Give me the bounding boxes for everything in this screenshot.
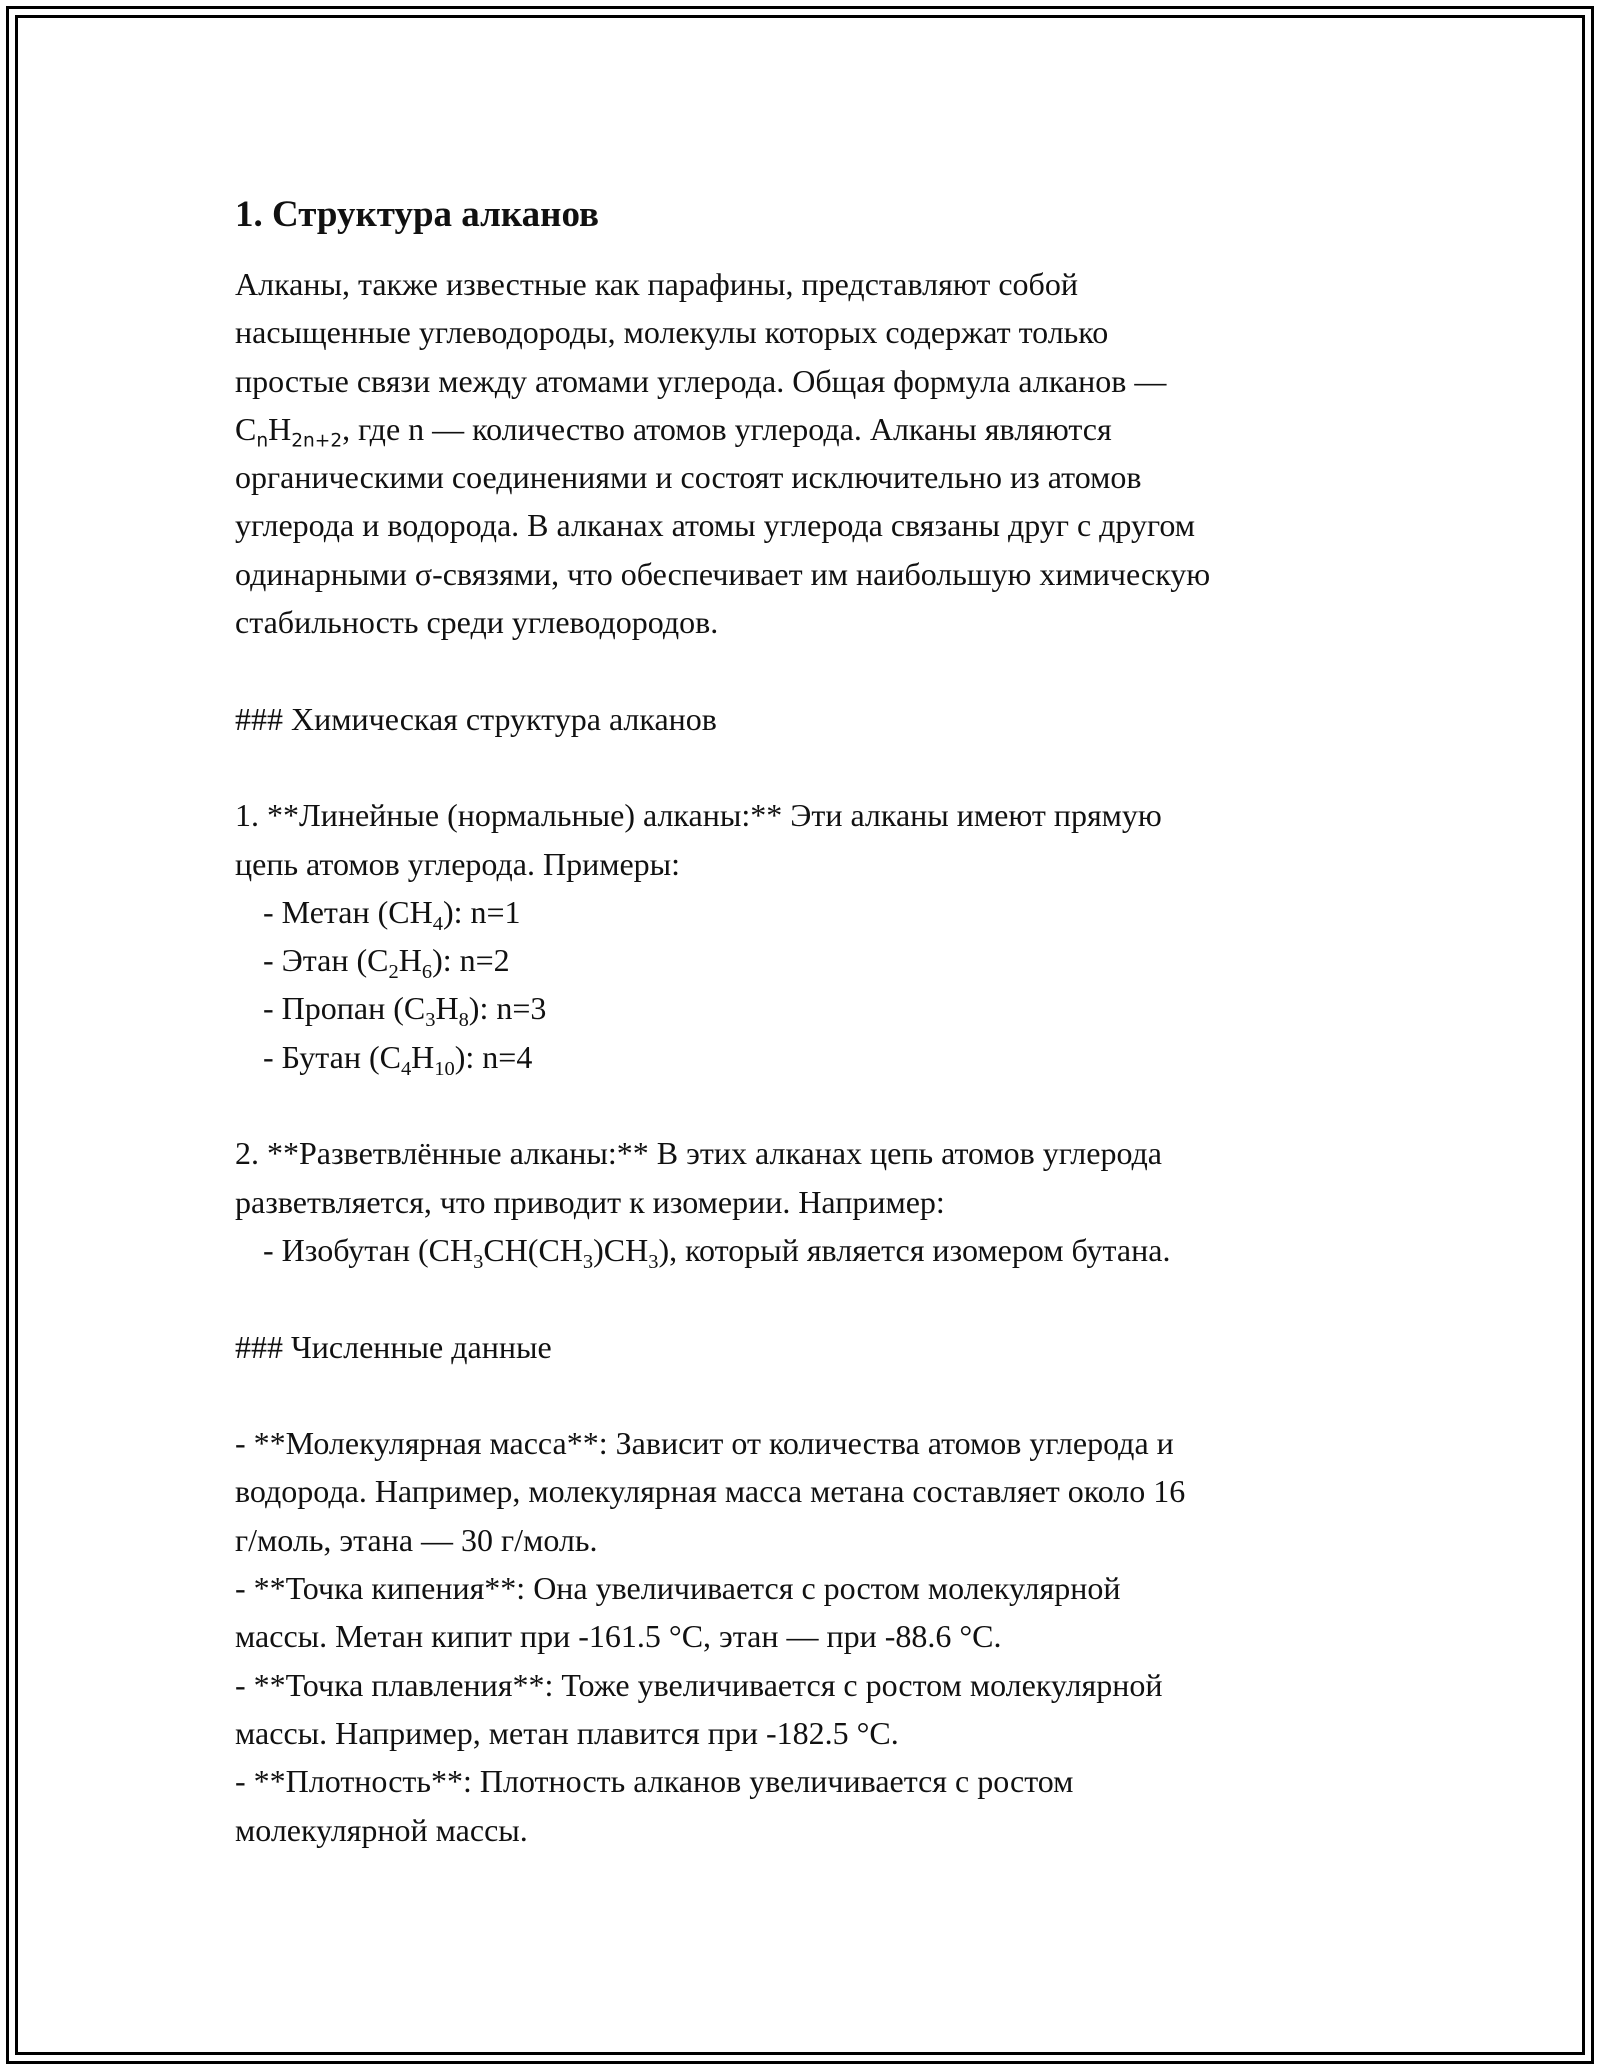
section-heading-structure: ### Химическая структура алканов <box>235 700 717 737</box>
numeric-line: - **Молекулярная масса**: Зависит от количества атомов углерода и <box>235 1425 1174 1462</box>
branched-line: 2. **Разветвлённые алканы:** В этих алканах цепь атомов углерода <box>235 1135 1162 1172</box>
general-formula: $C_nH_{2n+2}$ <box>235 410 343 452</box>
intro-line: одинарными σ-связями, что обеспечивает им наибольшую химическую <box>235 555 1211 592</box>
intro-paragraph <box>235 260 1365 646</box>
numeric-line: массы. Метан кипит при -161.5 °C, этан — при -88.6 °C. <box>235 1618 1002 1655</box>
spacer <box>235 743 1365 791</box>
linear-alkanes-block <box>235 791 1365 1081</box>
branched-alkanes-block <box>235 1129 1365 1274</box>
linear-line: 1. **Линейные (нормальные) алканы:** Эти алканы имеют прямую <box>235 797 1162 834</box>
numeric-line: массы. Например, метан плавится при -182.5 °C. <box>235 1714 899 1751</box>
numeric-line: водорода. Например, молекулярная масса метана составляет около 16 <box>235 1473 1186 1510</box>
list-item-isobutane: - Изобутан $(CH_3CH(CH_3)CH_3)$, который является изомером бутана. <box>263 1231 1171 1274</box>
spacer <box>235 1274 1365 1322</box>
intro-line: органическими соединениями и состоят исключительно из атомов <box>235 459 1142 496</box>
spacer <box>235 646 1365 694</box>
intro-line-formula: $C_nH_{2n+2}$, где n — количество атомов углерода. Алканы являются <box>235 410 1112 452</box>
numeric-data-block <box>235 1419 1365 1854</box>
spacer <box>235 1371 1365 1419</box>
document-title: 1. Структура алканов <box>235 194 600 235</box>
list-item-butane: - Бутан $(C_4H_{10})$: n=4 <box>263 1038 533 1080</box>
numeric-line: г/моль, этана — 30 г/моль. <box>235 1521 598 1558</box>
list-item-methane: - Метан $(CH_4)$: n=1 <box>263 893 521 936</box>
numeric-line: - **Плотность**: Плотность алканов увеличивается с ростом <box>235 1763 1074 1800</box>
intro-line: углерода и водорода. В алканах атомы углерода связаны друг с другом <box>235 507 1195 544</box>
linear-line: цепь атомов углерода. Примеры: <box>235 845 681 882</box>
list-item-ethane: - Этан $(C_2H_6)$: n=2 <box>263 942 510 984</box>
section-heading-numeric: ### Численные данные <box>235 1328 552 1365</box>
document-body <box>235 180 1365 1854</box>
numeric-line: - **Точка плавления**: Тоже увеличивается с ростом молекулярной <box>235 1666 1163 1703</box>
numeric-line: молекулярной массы. <box>235 1811 528 1848</box>
intro-line: насыщенные углеводороды, молекулы которых содержат только <box>235 314 1109 351</box>
intro-line: Алканы, также известные как парафины, представляют собой <box>235 266 1078 302</box>
intro-line: простые связи между атомами углерода. Общая формула алканов — <box>235 362 1167 399</box>
spacer <box>235 1081 1365 1129</box>
list-item-propane: - Пропан $(C_3H_8)$: n=3 <box>263 990 547 1032</box>
branched-line: разветвляется, что приводит к изомерии. Например: <box>235 1183 945 1220</box>
numeric-line: - **Точка кипения**: Она увеличивается с ростом молекулярной <box>235 1570 1121 1607</box>
intro-line: стабильность среди углеводородов. <box>235 604 719 641</box>
